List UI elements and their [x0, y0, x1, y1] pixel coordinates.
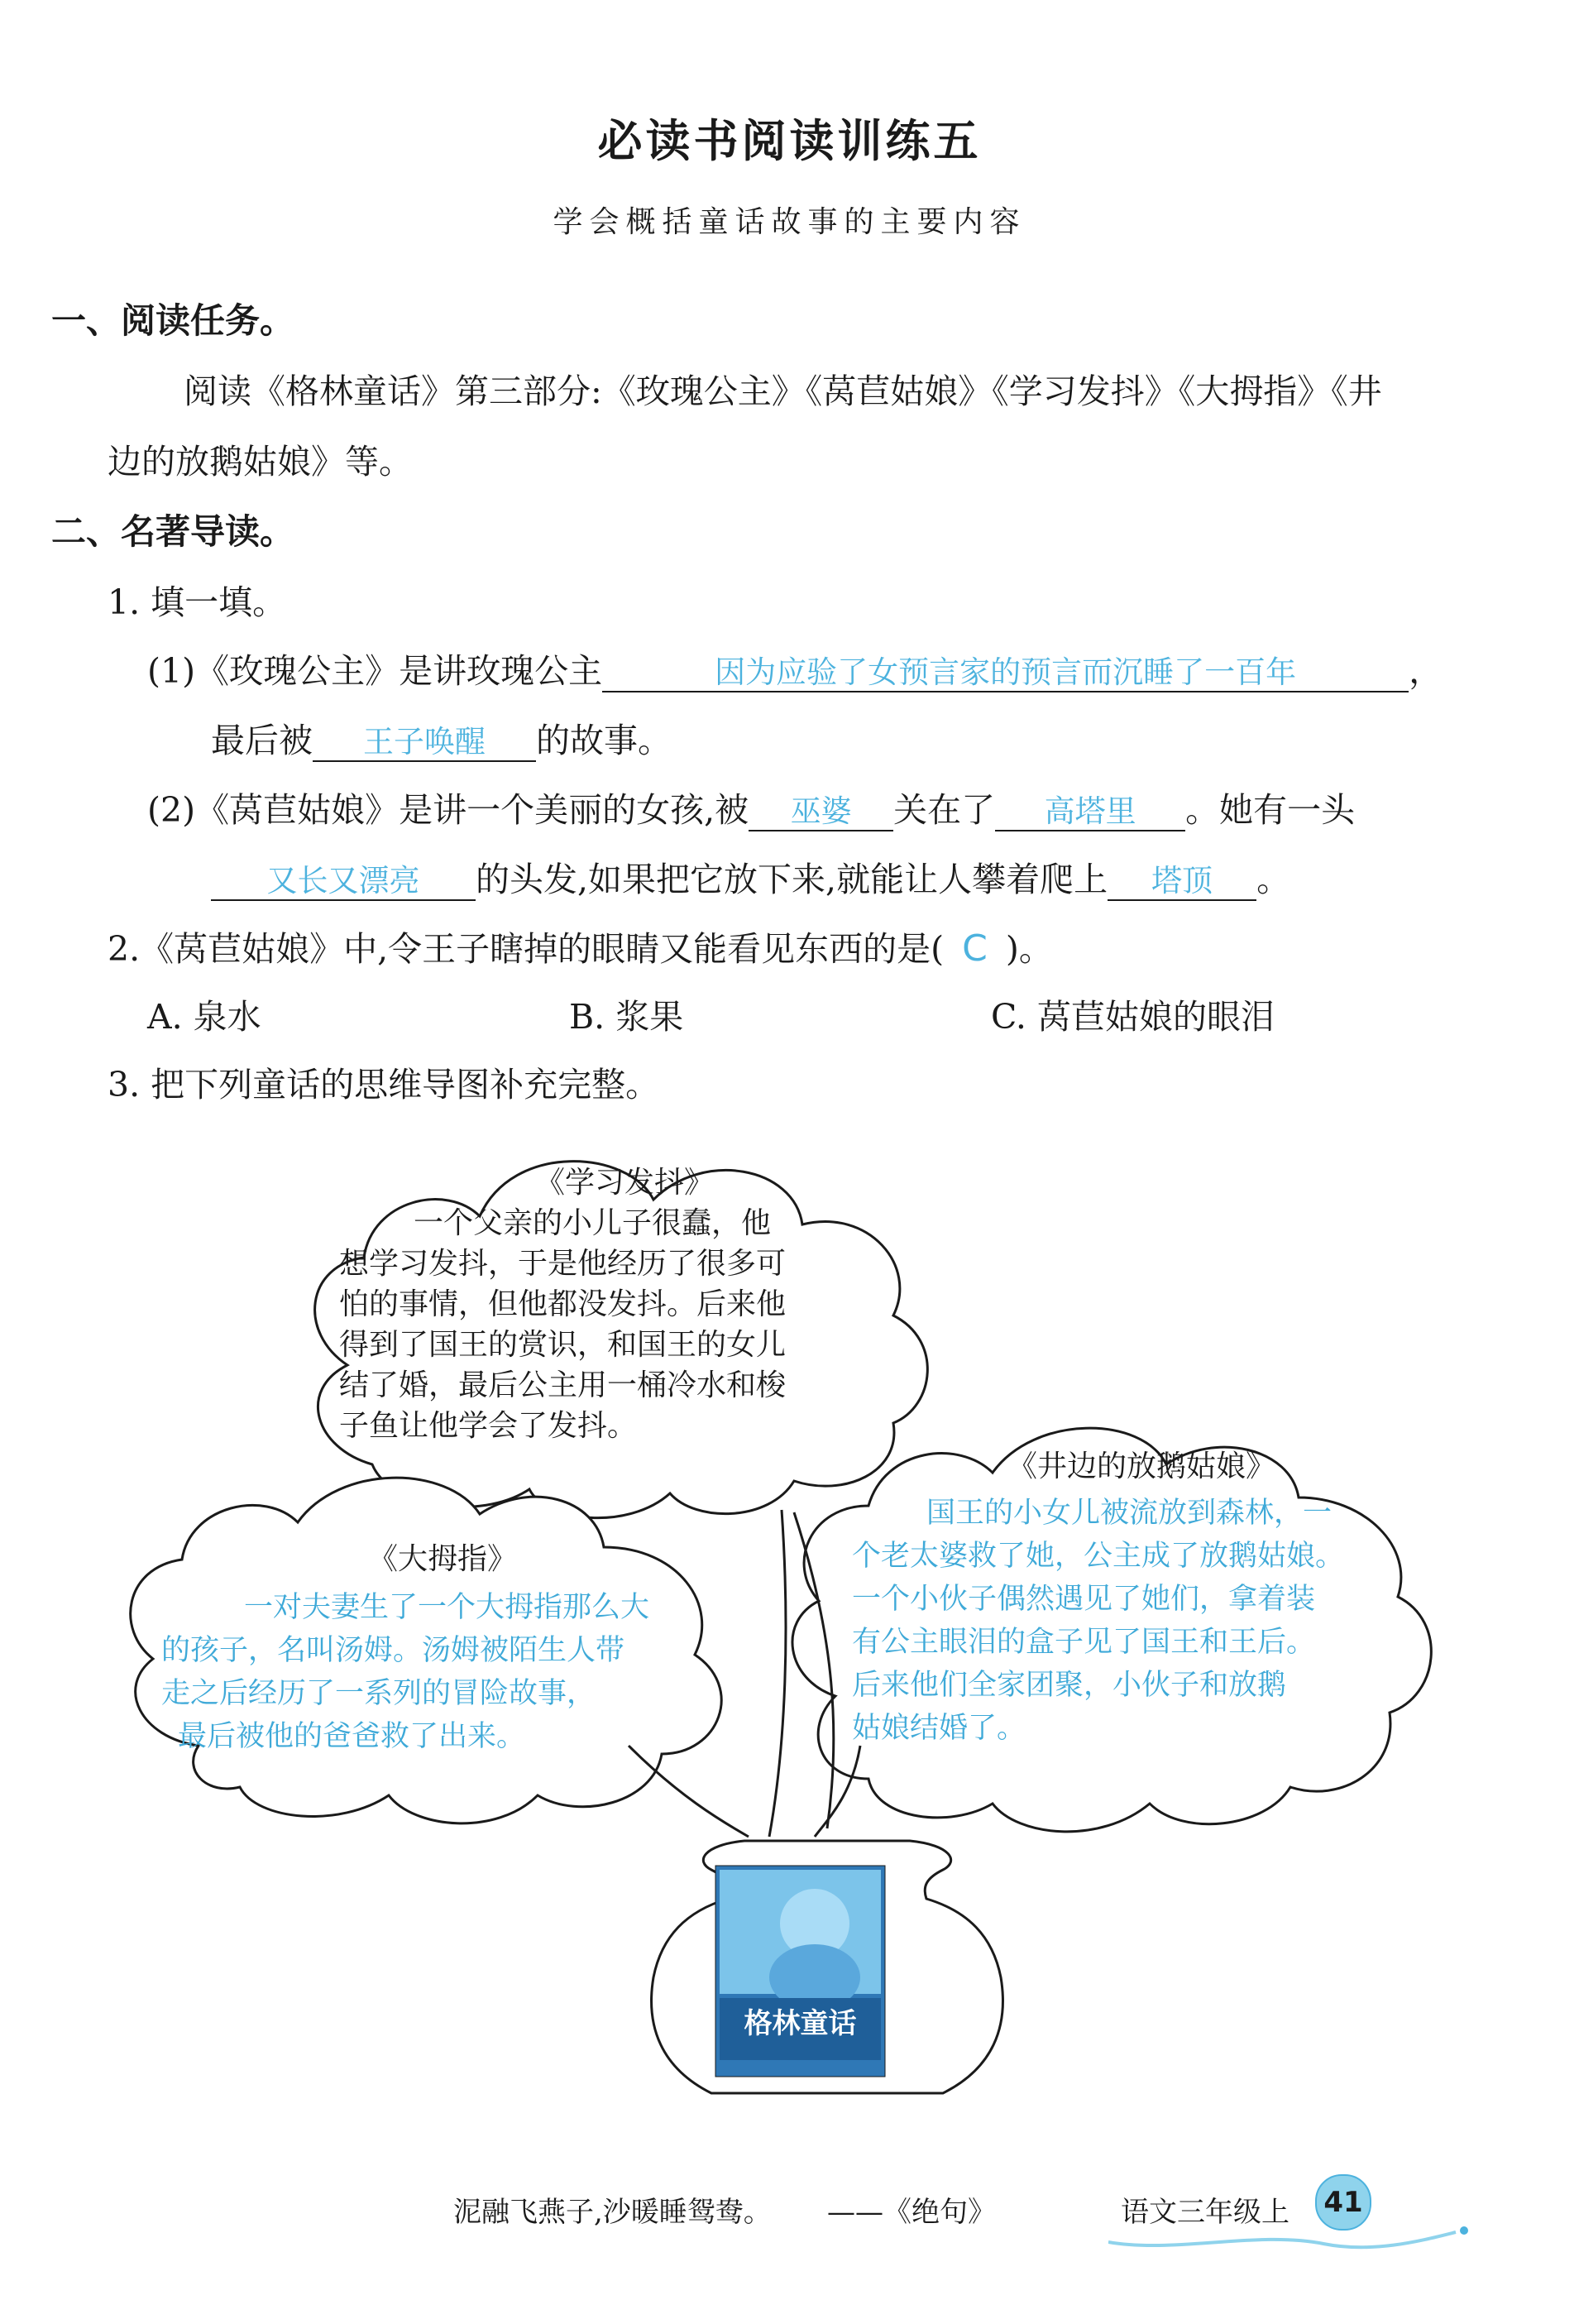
footer-poem: 泥融飞燕子,沙暖睡鸳鸯。: [453, 2196, 772, 2229]
q1-p1-prefix: (1)《玫瑰公主》是讲玫瑰公主: [147, 651, 603, 691]
bubble-right-text: [852, 1446, 1431, 1750]
q1-p2-line1: [147, 783, 1355, 831]
q2-option-c: C. 莴苣姑娘的眼泪: [991, 997, 1275, 1037]
q1-label: 1. 填一填。: [108, 582, 287, 622]
section-1-text-line2: 边的放鹅姑娘》等。: [108, 442, 413, 482]
book-cover-title: 格林童话: [744, 2007, 857, 2040]
q1-p2-suffix: 。: [1256, 860, 1291, 899]
q3-label: 3. 把下列童话的思维导图补充完整。: [108, 1065, 660, 1104]
bubble-top-line-3: 怕的事情，但他都没发抖。后来他: [339, 1287, 787, 1321]
page-number-badge: 41: [1315, 2174, 1371, 2231]
q1-p2-mid3: 的头发,如果把它放下来,就能让人攀着爬上: [476, 860, 1108, 899]
q2-close: )。: [1005, 929, 1053, 969]
section-1-heading: 一、阅读任务。: [51, 300, 295, 341]
q2-option-a: A. 泉水: [147, 997, 261, 1037]
q1-p1-mid: 最后被: [211, 721, 313, 760]
q1-p2-answer4[interactable]: 塔顶: [1108, 863, 1256, 901]
bubble-top-line-5: 结了婚，最后公主用一桶冷水和梭: [339, 1368, 787, 1402]
bubble-right-line-4: 有公主眼泪的盒子见了国王和王后。: [852, 1626, 1316, 1659]
bubble-left-line-4: 最后被他的爸爸救了出来。: [178, 1720, 526, 1753]
bubble-left-line-2: 的孩子，名叫汤姆。汤姆被陌生人带: [161, 1634, 625, 1667]
q1-p2-answer3[interactable]: 又长又漂亮: [211, 863, 476, 901]
bubble-left-title: 《大拇指》: [367, 1542, 517, 1576]
bubble-right-line-6: 姑娘结婚了。: [852, 1712, 1026, 1745]
page-subtitle: 学会概括童话故事的主要内容: [553, 205, 1026, 239]
q2-line: [108, 922, 1053, 970]
footer-subject: 语文三年级上: [1121, 2196, 1290, 2229]
q1-p1-line2: [211, 713, 672, 762]
q1-p1-comma: ，: [1409, 651, 1443, 691]
q1-p2-answer2[interactable]: 高塔里: [995, 793, 1185, 831]
bubble-left-text: [161, 1539, 724, 1758]
bubble-right-title: 《井边的放鹅姑娘》: [1007, 1450, 1275, 1483]
bubble-top-line-2: 想学习发抖，于是他经历了很多可: [339, 1247, 787, 1281]
q1-p1-suffix: 的故事。: [536, 721, 672, 760]
bubble-right-line-3: 一个小伙子偶然遇见了她们，拿着装: [852, 1583, 1316, 1616]
q1-p1-line1: [147, 644, 1443, 692]
q1-p2-prefix: (2)《莴苣姑娘》是讲一个美丽的女孩,被: [147, 790, 749, 830]
q1-p2-answer1[interactable]: 巫婆: [749, 793, 893, 831]
bubble-left-line-3: 走之后经历了一系列的冒险故事，: [161, 1677, 596, 1710]
page-title: 必读书阅读训练五: [597, 114, 982, 167]
q2-answer[interactable]: C: [962, 927, 988, 970]
bubble-left-line-1: 一对夫妻生了一个大拇指那么大: [244, 1591, 650, 1624]
q1-p1-answer2[interactable]: 王子唤醒: [313, 724, 536, 762]
q1-p2-mid2: 。她有一头: [1185, 790, 1356, 830]
section-2-heading: 二、名著导读。: [51, 511, 295, 552]
q1-p1-answer1[interactable]: 因为应验了女预言家的预言而沉睡了一百年: [602, 654, 1409, 692]
q1-p2-mid1: 关在了: [893, 790, 996, 830]
bubble-right-line-1: 国王的小女儿被流放到森林，一: [926, 1497, 1333, 1530]
q2-text: 2.《莴苣姑娘》中,令王子瞎掉的眼睛又能看见东西的是(: [108, 929, 945, 969]
bubble-right-line-2: 个老太婆救了她，公主成了放鹅姑娘。: [852, 1540, 1345, 1573]
section-1-text-line1: 阅读《格林童话》第三部分:《玫瑰公主》《莴苣姑娘》《学习发抖》《大拇指》《井: [184, 371, 1382, 411]
q2-option-b: B. 浆果: [569, 997, 684, 1037]
bubble-top-text: [339, 1162, 910, 1446]
bubble-top-line-1: 一个父亲的小儿子很蠢，他: [414, 1206, 772, 1240]
bubble-top-line-4: 得到了国王的赏识，和国王的女儿: [339, 1328, 787, 1362]
book-cover: [715, 1866, 885, 2077]
footer-wave-decoration: [1108, 2226, 1472, 2259]
bubble-top-title: 《学习发抖》: [534, 1166, 714, 1200]
footer-poem-source: ——《绝句》: [827, 2196, 996, 2229]
bubble-top-line-6: 子鱼让他学会了发抖。: [339, 1409, 638, 1443]
bubble-right-line-5: 后来他们全家团聚，小伙子和放鹅: [852, 1669, 1287, 1702]
q1-p2-line2: [211, 852, 1290, 901]
